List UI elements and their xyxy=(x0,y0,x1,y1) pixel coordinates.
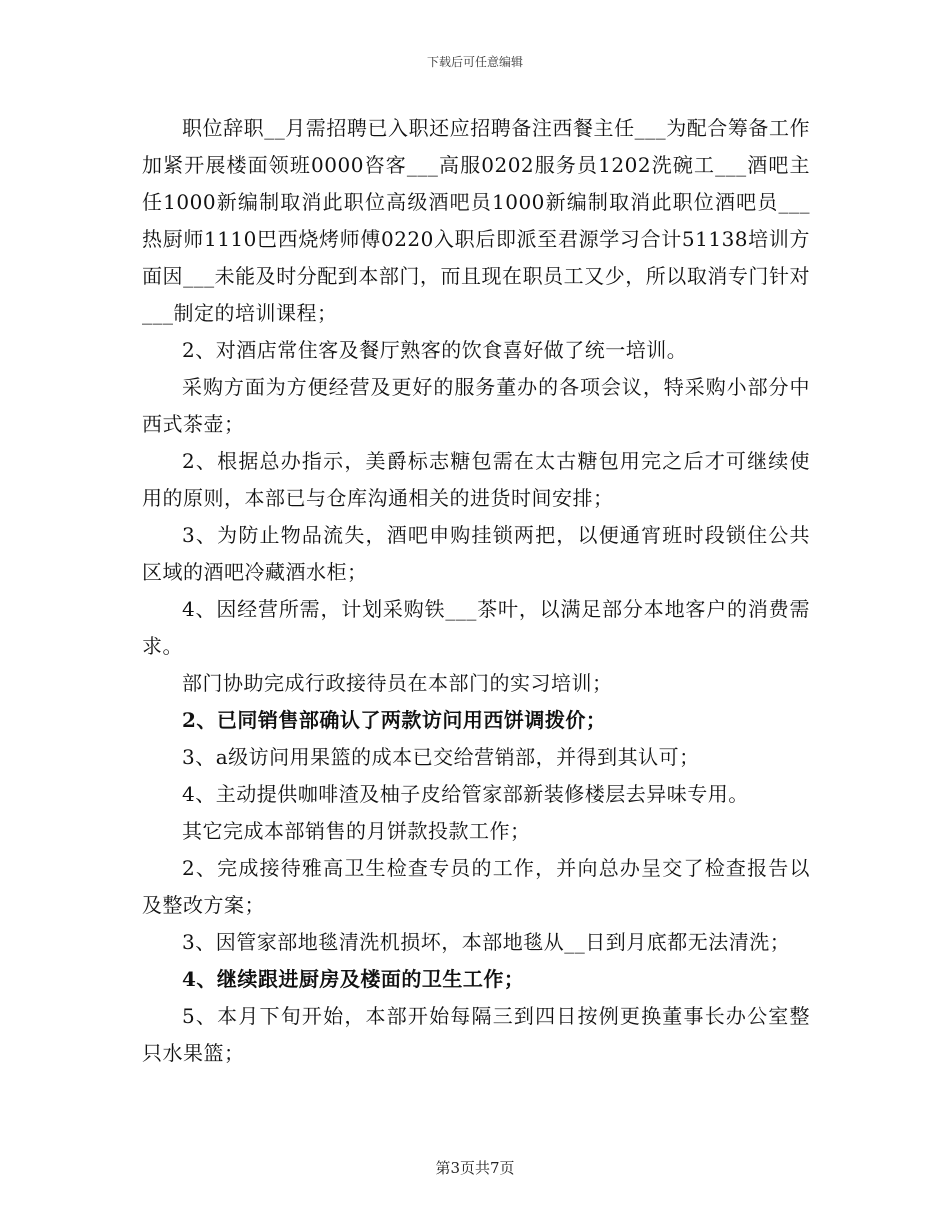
document-body xyxy=(142,110,810,1072)
paragraph: 4、继续跟进厨房及楼面的卫生工作； xyxy=(182,967,525,991)
page-number: 第3页共7页 xyxy=(435,1159,515,1177)
paragraph: 2、对酒店常住客及餐厅熟客的饮食喜好做了统一培训。 xyxy=(182,338,688,362)
paragraph: 2、完成接待雅高卫生检查专员的工作，并向总办呈交了检查报告以及整改方案； xyxy=(142,856,810,917)
paragraph: 2、根据总办指示，美爵标志糖包需在太古糖包用完之后才可继续使用的原则，本部已与仓库沟通相关的进货时间安排； xyxy=(142,449,810,510)
paragraph: 部门协助完成行政接待员在本部门的实习培训； xyxy=(182,671,613,695)
paragraph: 其它完成本部销售的月饼款投款工作； xyxy=(182,819,531,843)
paragraph: 3、因管家部地毯清洗机损坏，本部地毯从__日到月底都无法清洗； xyxy=(182,930,791,954)
paragraph: 4、主动提供咖啡渣及柚子皮给管家部新装修楼层去异味专用。 xyxy=(182,782,749,806)
paragraph: 3、a级访问用果篮的成本已交给营销部，并得到其认可； xyxy=(182,745,700,769)
paragraph: 5、本月下旬开始，本部开始每隔三到四日按例更换董事长办公室整只水果篮； xyxy=(142,1004,810,1065)
paragraph: 2、已同销售部确认了两款访问用西饼调拨价； xyxy=(182,708,607,732)
paragraph: 4、因经营所需，计划采购铁___茶叶，以满足部分本地客户的消费需求。 xyxy=(142,597,810,658)
paragraph: 3、为防止物品流失，酒吧申购挂锁两把，以便通宵班时段锁住公共区域的酒吧冷藏酒水柜； xyxy=(142,523,810,584)
paragraph: 职位辞职__月需招聘已入职还应招聘备注西餐主任___为配合筹备工作加紧开展楼面领班0000咨客___高服0202服务员1202洗碗工___酒吧主任1000新编制取消此职位高级酒吧员1000新编制取消此职位酒吧员___热厨师1110巴西烧烤师傅0220入职后即派至君源学习合计51138培训方面因___未能及时分配到本部门，而且现在职员工又少，所以取消专门针对___制定的培训课程； xyxy=(142,116,810,325)
paragraph: 采购方面为方便经营及更好的服务董办的各项会议，特采购小部分中西式茶壶； xyxy=(142,375,810,436)
page-header: 下载后可任意编辑 xyxy=(426,55,523,69)
